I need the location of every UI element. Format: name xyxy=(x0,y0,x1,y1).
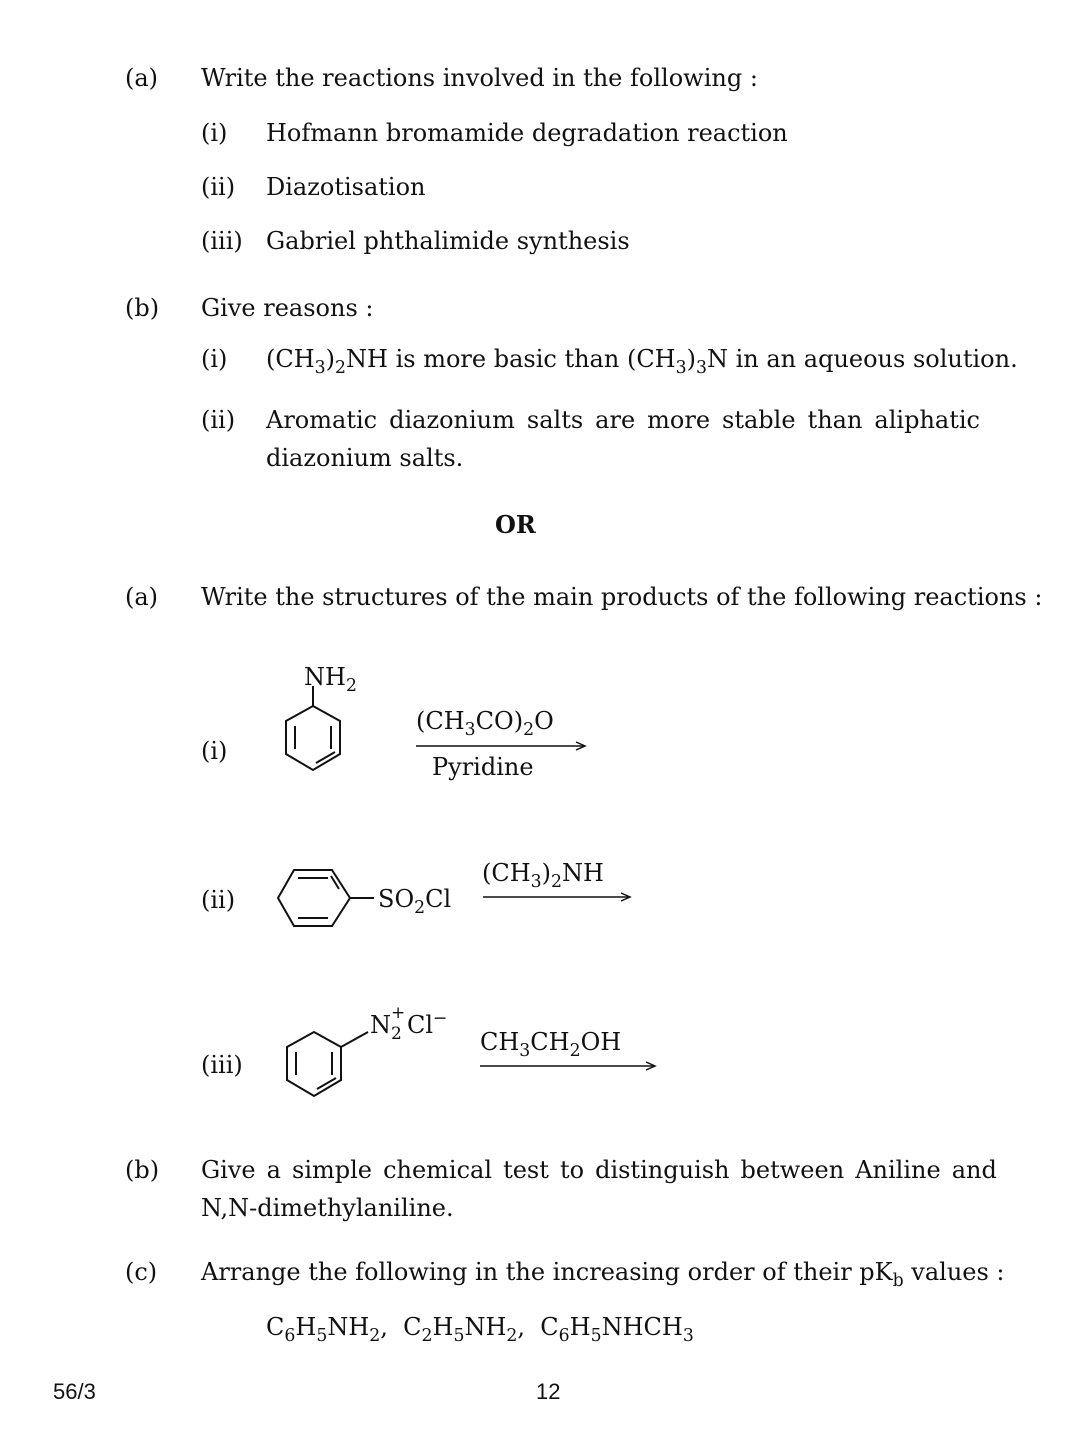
chemical-test-line2: N,N-dimethylaniline. xyxy=(201,1194,454,1222)
question-c-label: (c) xyxy=(125,1258,158,1286)
question-a-label: (a) xyxy=(125,64,159,92)
diazonium-chloride-group: N + 2 Cl− xyxy=(370,1003,448,1044)
question-a-label: (a) xyxy=(125,583,159,611)
word: between xyxy=(740,1156,845,1184)
reagent-ethanol: $CH_3CH_2OH$ xyxy=(480,1028,622,1062)
word: test xyxy=(503,1156,549,1184)
word: chemical xyxy=(383,1156,493,1184)
diazonium-statement-line2: diazonium salts. xyxy=(266,444,464,472)
subitem-text: Gabriel phthalimide synthesis xyxy=(266,227,630,255)
amino-substituent: $NH_2$ xyxy=(304,663,357,697)
word: Give xyxy=(201,1156,256,1184)
word: and xyxy=(951,1156,997,1184)
subitem-label: (ii) xyxy=(201,406,236,434)
subitem-text: Hofmann bromamide degradation reaction xyxy=(266,119,788,147)
reaction-arrow xyxy=(480,1060,658,1072)
word: more xyxy=(647,406,711,434)
word: are xyxy=(595,406,636,434)
question-a-text: Write the reactions involved in the following : xyxy=(201,64,758,92)
question-b-text: Give reasons : xyxy=(201,294,374,322)
compound-list: $C_6H_5NH_2$, $C_2H_5NH_2$, $C_6H_5NHCH_3$ xyxy=(266,1313,694,1347)
question-b-label: (b) xyxy=(125,294,160,322)
word: than xyxy=(807,406,863,434)
word: aliphatic xyxy=(874,406,980,434)
paper-code: 56/3 xyxy=(53,1379,96,1404)
reaction-arrow xyxy=(483,891,633,903)
word: Aniline xyxy=(855,1156,941,1184)
question-b-label: (b) xyxy=(125,1156,160,1184)
chemical-test-line1 xyxy=(201,1155,997,1185)
condition-pyridine: Pyridine xyxy=(432,753,534,781)
sulfonyl-chloride-group: $SO_2Cl$ xyxy=(378,885,452,919)
word: salts xyxy=(526,406,584,434)
subitem-label: (i) xyxy=(201,119,228,147)
reaction-label: (ii) xyxy=(201,886,236,914)
or-separator: OR xyxy=(495,510,536,539)
subitem-label: (i) xyxy=(201,345,228,373)
word: a xyxy=(266,1156,281,1184)
page-number: 12 xyxy=(536,1379,561,1404)
reaction-label: (i) xyxy=(201,737,228,765)
benzene-ring-diazonium xyxy=(276,1020,376,1104)
reaction-arrow xyxy=(416,740,588,752)
reagent-acetic-anhydride: $(CH_3CO)_2O$ xyxy=(416,707,554,741)
question-a-text: Write the structures of the main products of the following reactions : xyxy=(201,583,1043,611)
question-c-text: Arrange the following in the increasing order of their $pK_b$ values : xyxy=(201,1258,1005,1292)
word: distinguish xyxy=(595,1156,730,1184)
word: simple xyxy=(292,1156,373,1184)
subitem-label: (ii) xyxy=(201,173,236,201)
diazonium-statement-line1 xyxy=(266,405,980,435)
word: to xyxy=(559,1156,585,1184)
word: stable xyxy=(722,406,796,434)
word: diazonium xyxy=(389,406,515,434)
subitem-text: Diazotisation xyxy=(266,173,426,201)
basicity-statement: $(CH_3)_2NH$ is more basic than $(CH_3)_3N$ in an aqueous solution. xyxy=(266,345,1018,379)
benzene-ring-sulfonyl xyxy=(276,866,380,930)
reagent-dimethylamine: $(CH_3)_2NH$ xyxy=(482,859,604,893)
reaction-label: (iii) xyxy=(201,1051,243,1079)
subitem-label: (iii) xyxy=(201,227,243,255)
benzene-ring-aniline xyxy=(276,686,356,786)
word: Aromatic xyxy=(266,406,378,434)
